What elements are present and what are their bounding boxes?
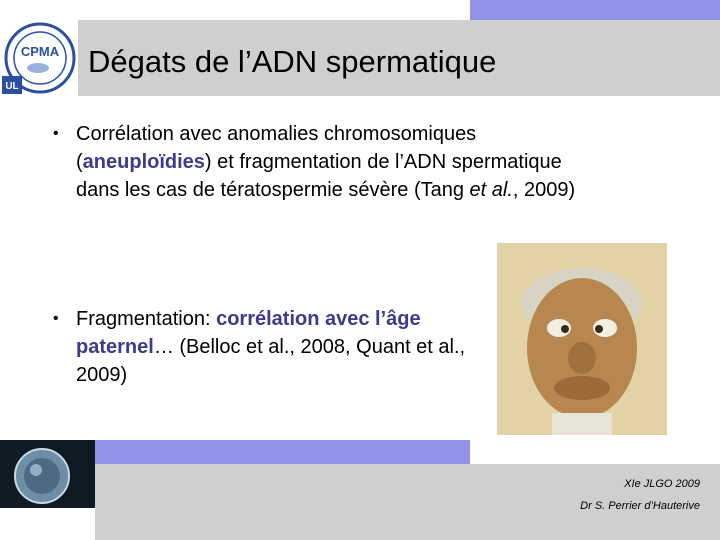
bullet-dot: • — [53, 310, 59, 327]
slide-title: Dégats de l’ADN spermatique — [88, 44, 497, 79]
footer-author: Dr S. Perrier d’Hauterive — [580, 500, 700, 512]
cpma-logo — [0, 20, 78, 96]
bullet-italic: et al. — [469, 179, 513, 201]
bottom-accent-bar — [95, 440, 470, 464]
bullet-text: Fragmentation: — [76, 308, 217, 330]
bullet-item — [53, 120, 596, 204]
bullet-text: Corrélation avec anomalies chromosomiques ( — [76, 123, 477, 173]
bullet-item — [53, 305, 516, 389]
oocyte-microscope-image — [0, 440, 95, 508]
bullet-dot: • — [53, 125, 59, 142]
bullet-highlight: aneuploïdies — [82, 151, 205, 173]
bullet-highlight: corrélation avec l’âge paternel — [76, 308, 421, 358]
bullet-text: … (Belloc et al., 2008, Quant et al., 2009) — [76, 336, 466, 386]
bullet-text: , 2009) — [512, 179, 576, 201]
logo-sub-text: UL — [5, 81, 19, 92]
bullet-text: ) et fragmentation de l’ADN spermatique dans les cas de tératospermie sévère (Tang — [76, 151, 562, 201]
funny-face-photo — [497, 243, 667, 435]
logo-text: CPMA — [20, 44, 60, 59]
top-accent-bar — [470, 0, 720, 20]
footer-event: XIe JLGO 2009 — [624, 478, 700, 490]
